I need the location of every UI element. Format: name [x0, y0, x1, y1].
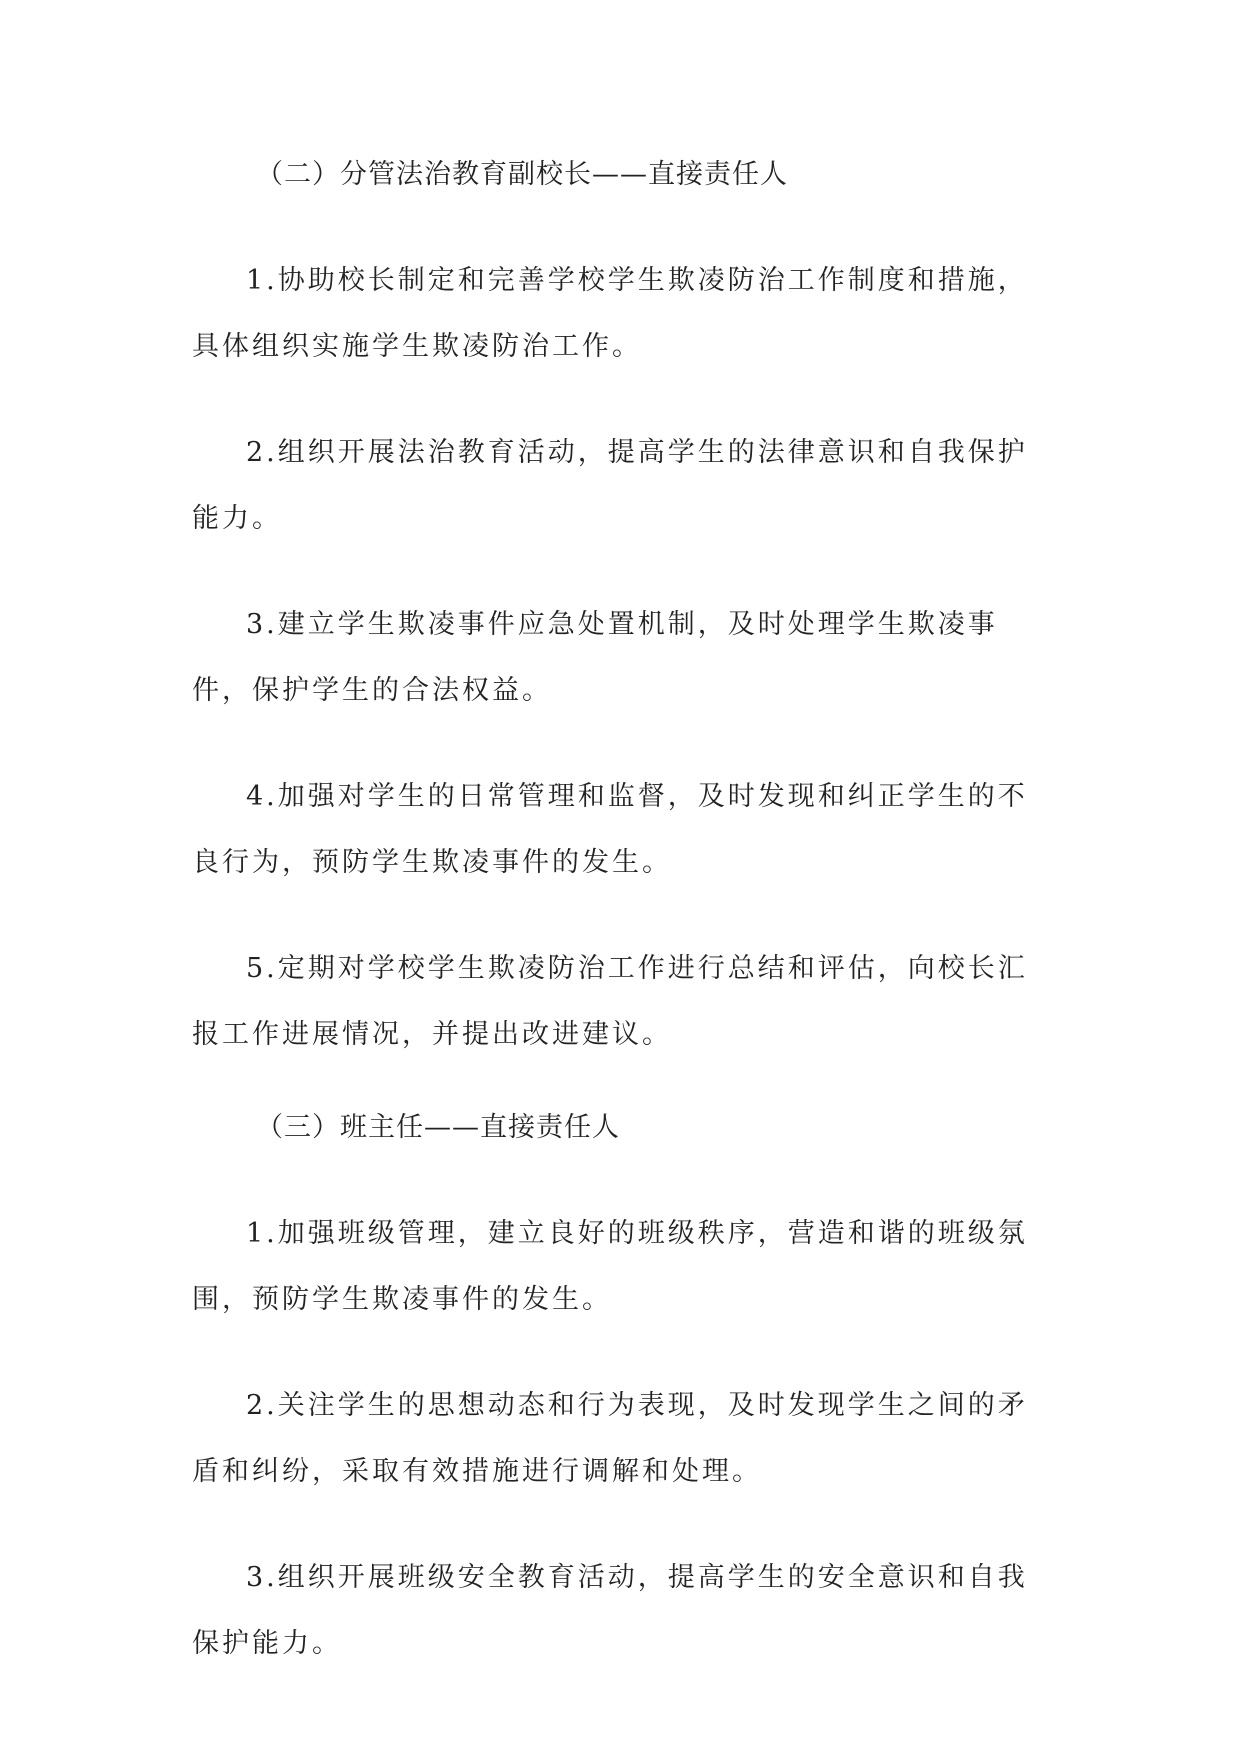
paragraph-3-1: 1.加强班级管理，建立良好的班级秩序，营造和谐的班级氛围，预防学生欺凌事件的发生。: [192, 1218, 1028, 1315]
paragraph-2-1: 1.协助校长制定和完善学校学生欺凌防治工作制度和措施，具体组织实施学生欺凌防治工作。: [192, 265, 1028, 362]
paragraph-2-4: 4.加强对学生的日常管理和监督，及时发现和纠正学生的不良行为，预防学生欺凌事件的发生。: [192, 781, 1028, 878]
paragraph-2-2: 2.组织开展法治教育活动，提高学生的法律意识和自我保护能力。: [192, 437, 1028, 534]
document-body: [192, 155, 1052, 1677]
section-heading-deputy-principal: （二）分管法治教育副校长——直接责任人: [256, 159, 788, 190]
paragraph-3-3: 3.组织开展班级安全教育活动，提高学生的安全意识和自我保护能力。: [192, 1562, 1028, 1659]
paragraph-2-3: 3.建立学生欺凌事件应急处置机制，及时处理学生欺凌事件，保护学生的合法权益。: [192, 609, 998, 706]
section-heading-head-teacher: （三）班主任——直接责任人: [256, 1112, 620, 1143]
paragraph-2-5: 5.定期对学校学生欺凌防治工作进行总结和评估，向校长汇报工作进展情况，并提出改进建议。: [192, 953, 1028, 1050]
paragraph-3-2: 2.关注学生的思想动态和行为表现，及时发现学生之间的矛盾和纠纷，采取有效措施进行调解和处理。: [192, 1390, 1028, 1487]
